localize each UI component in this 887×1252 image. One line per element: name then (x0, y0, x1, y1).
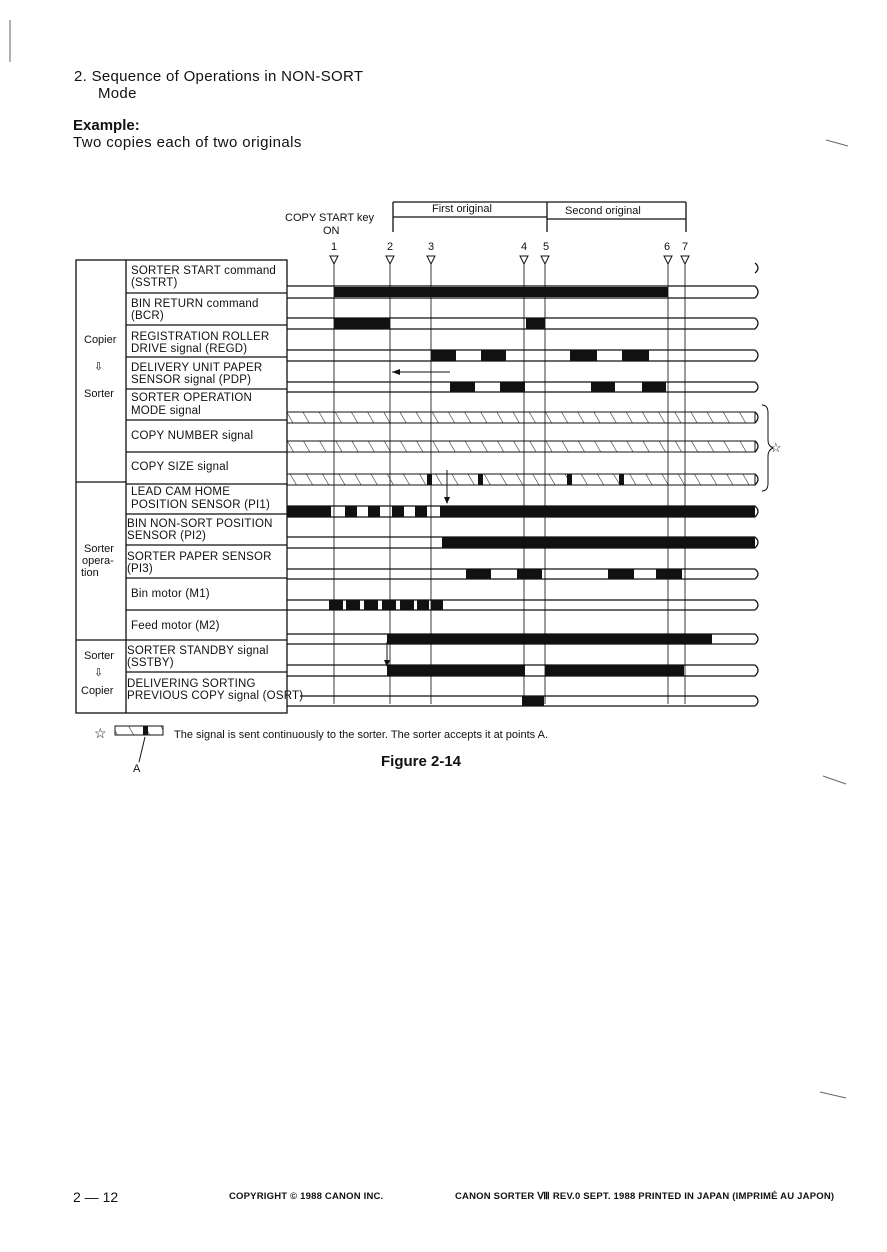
first-original-label: First original (432, 203, 492, 215)
point-6-label: 6 (664, 241, 671, 253)
signal-mode-label: SORTER OPERATION (131, 392, 252, 404)
group-sorter-op-label: Sorter (84, 543, 114, 555)
signal-pi1-label-2: POSITION SENSOR (PI1) (131, 499, 271, 511)
second-original-label: Second original (565, 205, 641, 217)
signal-sstrt-label-2: (SSTRT) (131, 277, 178, 289)
copy-start-key-label: COPY START key (285, 212, 375, 224)
group-copier-label: Copier (84, 334, 117, 346)
section-title: 2. Sequence of Operations in NON-SORT (74, 68, 364, 85)
star-bracket (762, 405, 773, 491)
point-2-label: 2 (387, 241, 394, 253)
continuation-marks (755, 263, 758, 706)
signal-m1-label: Bin motor (M1) (131, 588, 210, 600)
label-table (76, 260, 287, 713)
example-text: Two copies each of two originals (73, 134, 302, 151)
signal-mode-label-2: MODE signal (131, 405, 201, 417)
signal-pi2-label-2: SENSOR (PI2) (127, 530, 207, 542)
signal-bcr-label-2: (BCR) (131, 310, 164, 322)
signal-regd-label: REGISTRATION ROLLER (131, 331, 270, 343)
point-5-label: 5 (543, 241, 550, 253)
legend-text: The signal is sent continuously to the sorter. The sorter accepts it at points A. (174, 729, 548, 741)
signal-pi3-label-2: (PI3) (127, 563, 153, 575)
point-1-label: 1 (331, 241, 338, 253)
signal-number-waveform (287, 441, 755, 452)
bracket-star-icon: ☆ (770, 440, 782, 455)
group-sorter2-label: Sorter (84, 650, 114, 662)
page-edge-marks (10, 20, 848, 1098)
figure-caption: Figure 2-14 (381, 753, 462, 770)
example-label: Example: (73, 117, 140, 134)
legend-star-icon: ☆ (94, 725, 107, 741)
signal-sstrt-label: SORTER START command (131, 265, 277, 277)
point-3-label: 3 (428, 241, 435, 253)
group-arrow-down-icon: ⇩ (94, 361, 104, 373)
signal-mode-waveform (287, 412, 755, 423)
group-sorter-op-label-3: tion (81, 567, 99, 579)
copy-start-on-label: ON (323, 225, 340, 237)
point-4-label: 4 (521, 241, 528, 253)
point-markers (330, 256, 689, 264)
page-number: 2 — 12 (73, 1189, 119, 1205)
copyright-text: COPYRIGHT © 1988 CANON INC. (229, 1191, 384, 1202)
signal-pdp-label: DELIVERY UNIT PAPER (131, 362, 263, 374)
signal-osrt-label: DELIVERING SORTING (127, 678, 256, 690)
legend-point-a-label: A (133, 763, 141, 775)
signal-osrt-label-2: PREVIOUS COPY signal (OSRT) (127, 690, 304, 702)
signal-copy-number-label: COPY NUMBER signal (131, 430, 254, 442)
signal-regd-label-2: DRIVE signal (REGD) (131, 343, 248, 355)
group-sorter-op-label-2: opera- (82, 555, 114, 567)
signal-pi3-label: SORTER PAPER SENSOR (127, 551, 272, 563)
group-copier2-label: Copier (81, 685, 114, 697)
signal-bcr-label: BIN RETURN command (131, 298, 259, 310)
original-brackets (393, 202, 686, 232)
signal-sstby-label-2: (SSTBY) (127, 657, 174, 669)
group-sorter-label: Sorter (84, 388, 114, 400)
signal-pi2-label: BIN NON-SORT POSITION (127, 518, 273, 530)
signal-sstby-label: SORTER STANDBY signal (127, 645, 269, 657)
edition-text: CANON SORTER Ⅷ REV.0 SEPT. 1988 PRINTED IN JAPAN (IMPRIMÉ AU JAPON) (455, 1191, 835, 1202)
point-7-label: 7 (682, 241, 689, 253)
signal-pdp-label-2: SENSOR signal (PDP) (131, 374, 252, 386)
section-title-continued: Mode (98, 85, 137, 102)
signal-m2-waveform (287, 634, 755, 644)
legend-hatch-sample (115, 726, 163, 762)
signal-pi1-waveform (287, 506, 755, 517)
signal-pi2-waveform (287, 537, 755, 548)
group-arrow-down-icon-2: ⇩ (94, 667, 104, 679)
signal-pi1-label: LEAD CAM HOME (131, 486, 231, 498)
signal-copy-size-label: COPY SIZE signal (131, 461, 229, 473)
signal-m2-label: Feed motor (M2) (131, 620, 220, 632)
